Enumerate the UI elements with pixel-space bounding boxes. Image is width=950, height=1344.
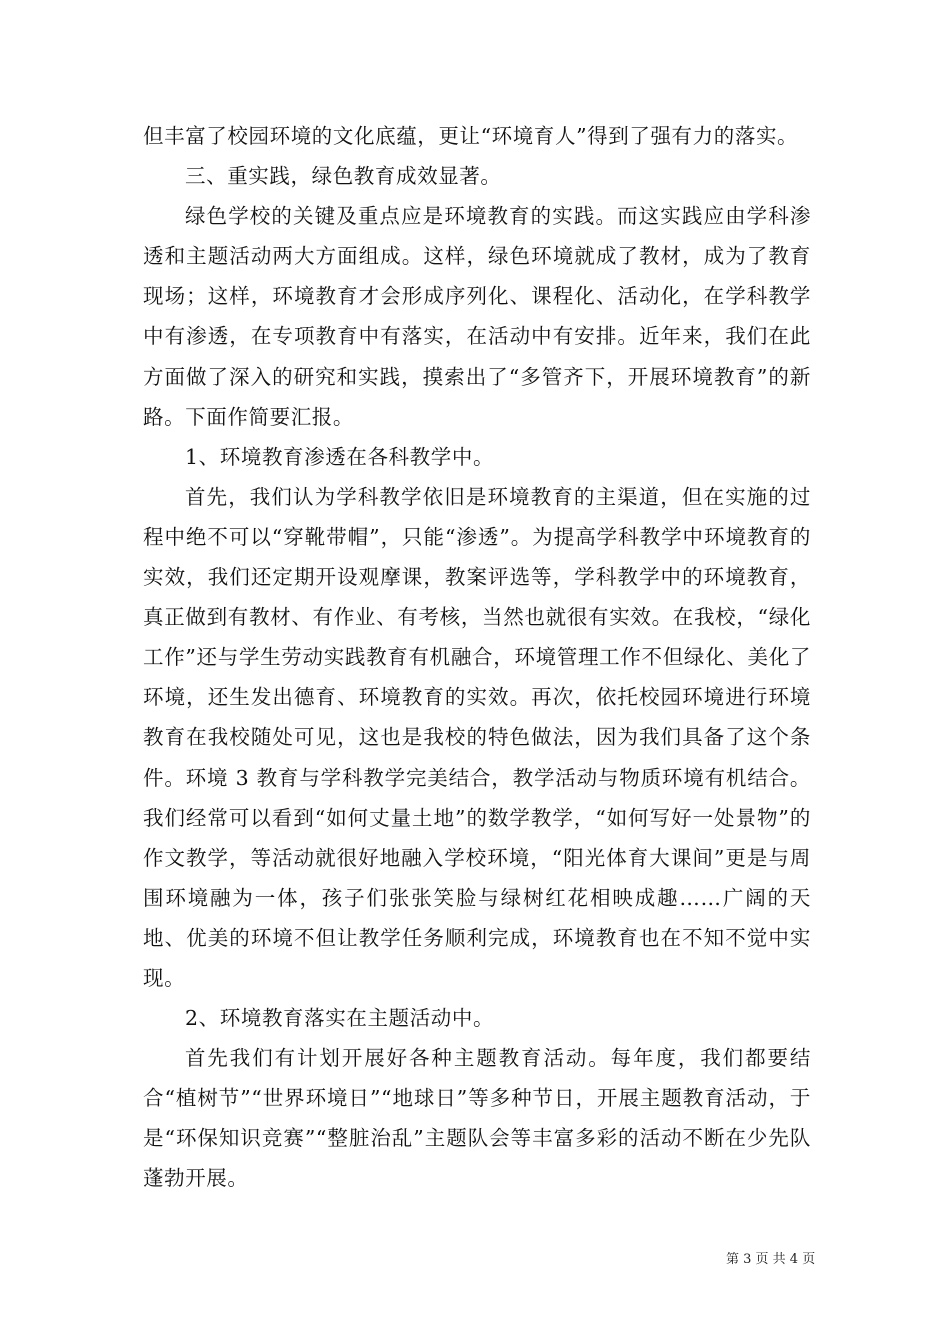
section-heading-3: 三、重实践，绿色教育成效显著。 [185,164,502,189]
paragraph-subject-teaching: 首先，我们认为学科教学依旧是环境教育的主渠道，但在实施的过程中绝不可以“穿靴带帽”，只能“渗透”。为提高学科教学中环境教育的实效，我们还定期开设观摩课，教案评选等，学科教学中的环境教育，真正做到有教材、有作业、有考核，当然也就很有实效。在我校，“绿化工作”还与学生劳动实践教育有机融合，环境管理工作不但绿化、美化了环境，还生发出德育、环境教育的实效。再次，依托校园环境进行环境教育在我校随处可见，这也是我校的特色做法，因为我们具备了这个条件。环境 3 教育与学科教学完美结合，教学活动与物质环境有机结合。我们经常可以看到“如何丈量土地”的数学教学，“如何写好一处景物”的作文教学，等活动就很好地融入学校环境，“阳光体育大课间”更是与周围环境融为一体，孩子们张张笑脸与绿树红花相映成趣……广阔的天地、优美的环境不但让教学任务顺利完成，环境教育也在不知不觉中实现。 [143,484,811,990]
subheading-1: 1、环境教育渗透在各科教学中。 [185,444,495,469]
paragraph-green-school-practice: 绿色学校的关键及重点应是环境教育的实践。而这实践应由学科渗透和主题活动两大方面组成。这样，绿色环境就成了教材，成为了教育现场；这样，环境教育才会形成序列化、课程化、活动化，在学科教学中有渗透，在专项教育中有落实，在活动中有安排。近年来，我们在此方面做了深入的研究和实践，摸索出了“多管齐下，开展环境教育”的新路。下面作简要汇报。 [143,204,811,429]
page-number-footer: 第 3 页 共 4 页 [726,1252,816,1267]
paragraph-theme-activities: 首先我们有计划开展好各种主题教育活动。每年度，我们都要结合“植树节”“世界环境日”“地球日”等多种节日，开展主题教育活动，于是“环保知识竞赛”“整脏治乱”主题队会等丰富多彩的活动不断在少先队蓬勃开展。 [143,1046,811,1191]
document-body [143,116,811,1199]
paragraph-continuation: 但丰富了校园环境的文化底蕴，更让“环境育人”得到了强有力的落实。 [143,124,799,148]
subheading-2: 2、环境教育落实在主题活动中。 [185,1006,495,1031]
